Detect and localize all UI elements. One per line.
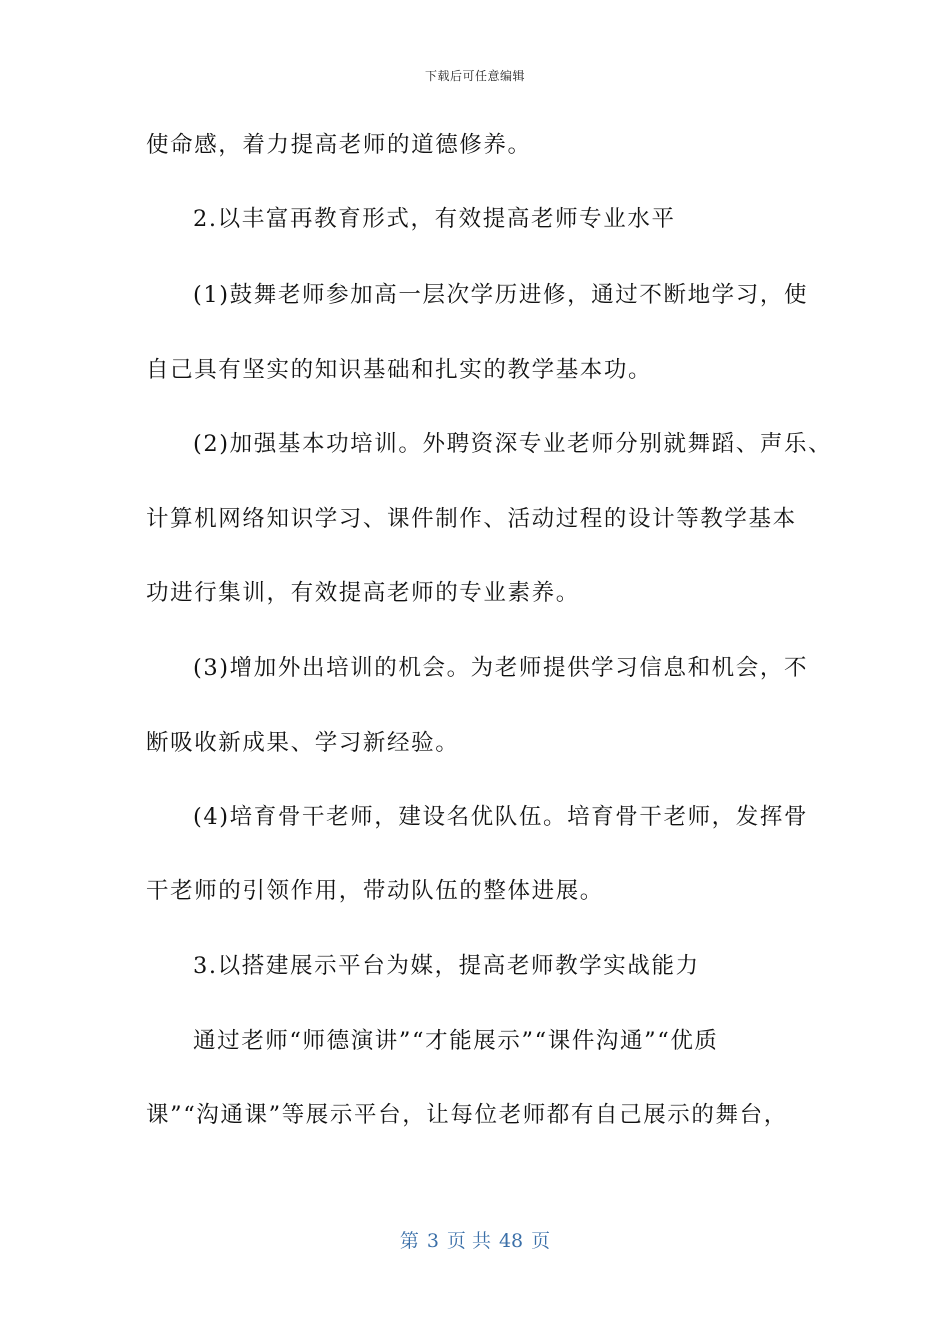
body-line-4: 自己具有坚实的知识基础和扎实的教学基本功。 [146,357,653,383]
body-line-13: 通过老师“师德演讲”“才能展示”“课件沟通”“优质 [193,1028,719,1054]
footer-middle: 页 共 [446,1230,491,1252]
body-line-14: 课”“沟通课”等展示平台，让每位老师都有自己展示的舞台， [146,1102,788,1128]
footer-prefix: 第 [399,1230,419,1252]
body-line-8: (3)增加外出培训的机会。为老师提供学习信息和机会，不 [193,655,809,681]
body-line-5: (2)加强基本功培训。外聘资深专业老师分别就舞蹈、声乐、 [193,431,833,457]
body-line-9: 断吸收新成果、学习新经验。 [146,730,460,756]
page-header: 下载后可任意编辑 [424,69,525,83]
body-line-7: 功进行集训，有效提高老师的专业素养。 [146,580,580,606]
body-line-3: (1)鼓舞老师参加高一层次学历进修，通过不断地学习，使 [193,282,809,308]
footer-page-number: 3 [426,1230,439,1252]
section-heading-2: 2.以丰富再教育形式，有效提高老师专业水平 [193,206,676,232]
body-line-6: 计算机网络知识学习、课件制作、活动过程的设计等教学基本 [146,506,797,532]
page-footer [0,1226,950,1253]
body-line-10: (4)培育骨干老师，建设名优队伍。培育骨干老师，发挥骨 [193,804,809,830]
footer-total-pages: 48 [498,1230,524,1252]
footer-suffix: 页 [531,1230,551,1252]
body-line-11: 干老师的引领作用，带动队伍的整体进展。 [146,878,604,904]
body-line-1: 使命感，着力提高老师的道德修养。 [146,132,532,158]
section-heading-3: 3.以搭建展示平台为媒，提高老师教学实战能力 [193,953,700,979]
